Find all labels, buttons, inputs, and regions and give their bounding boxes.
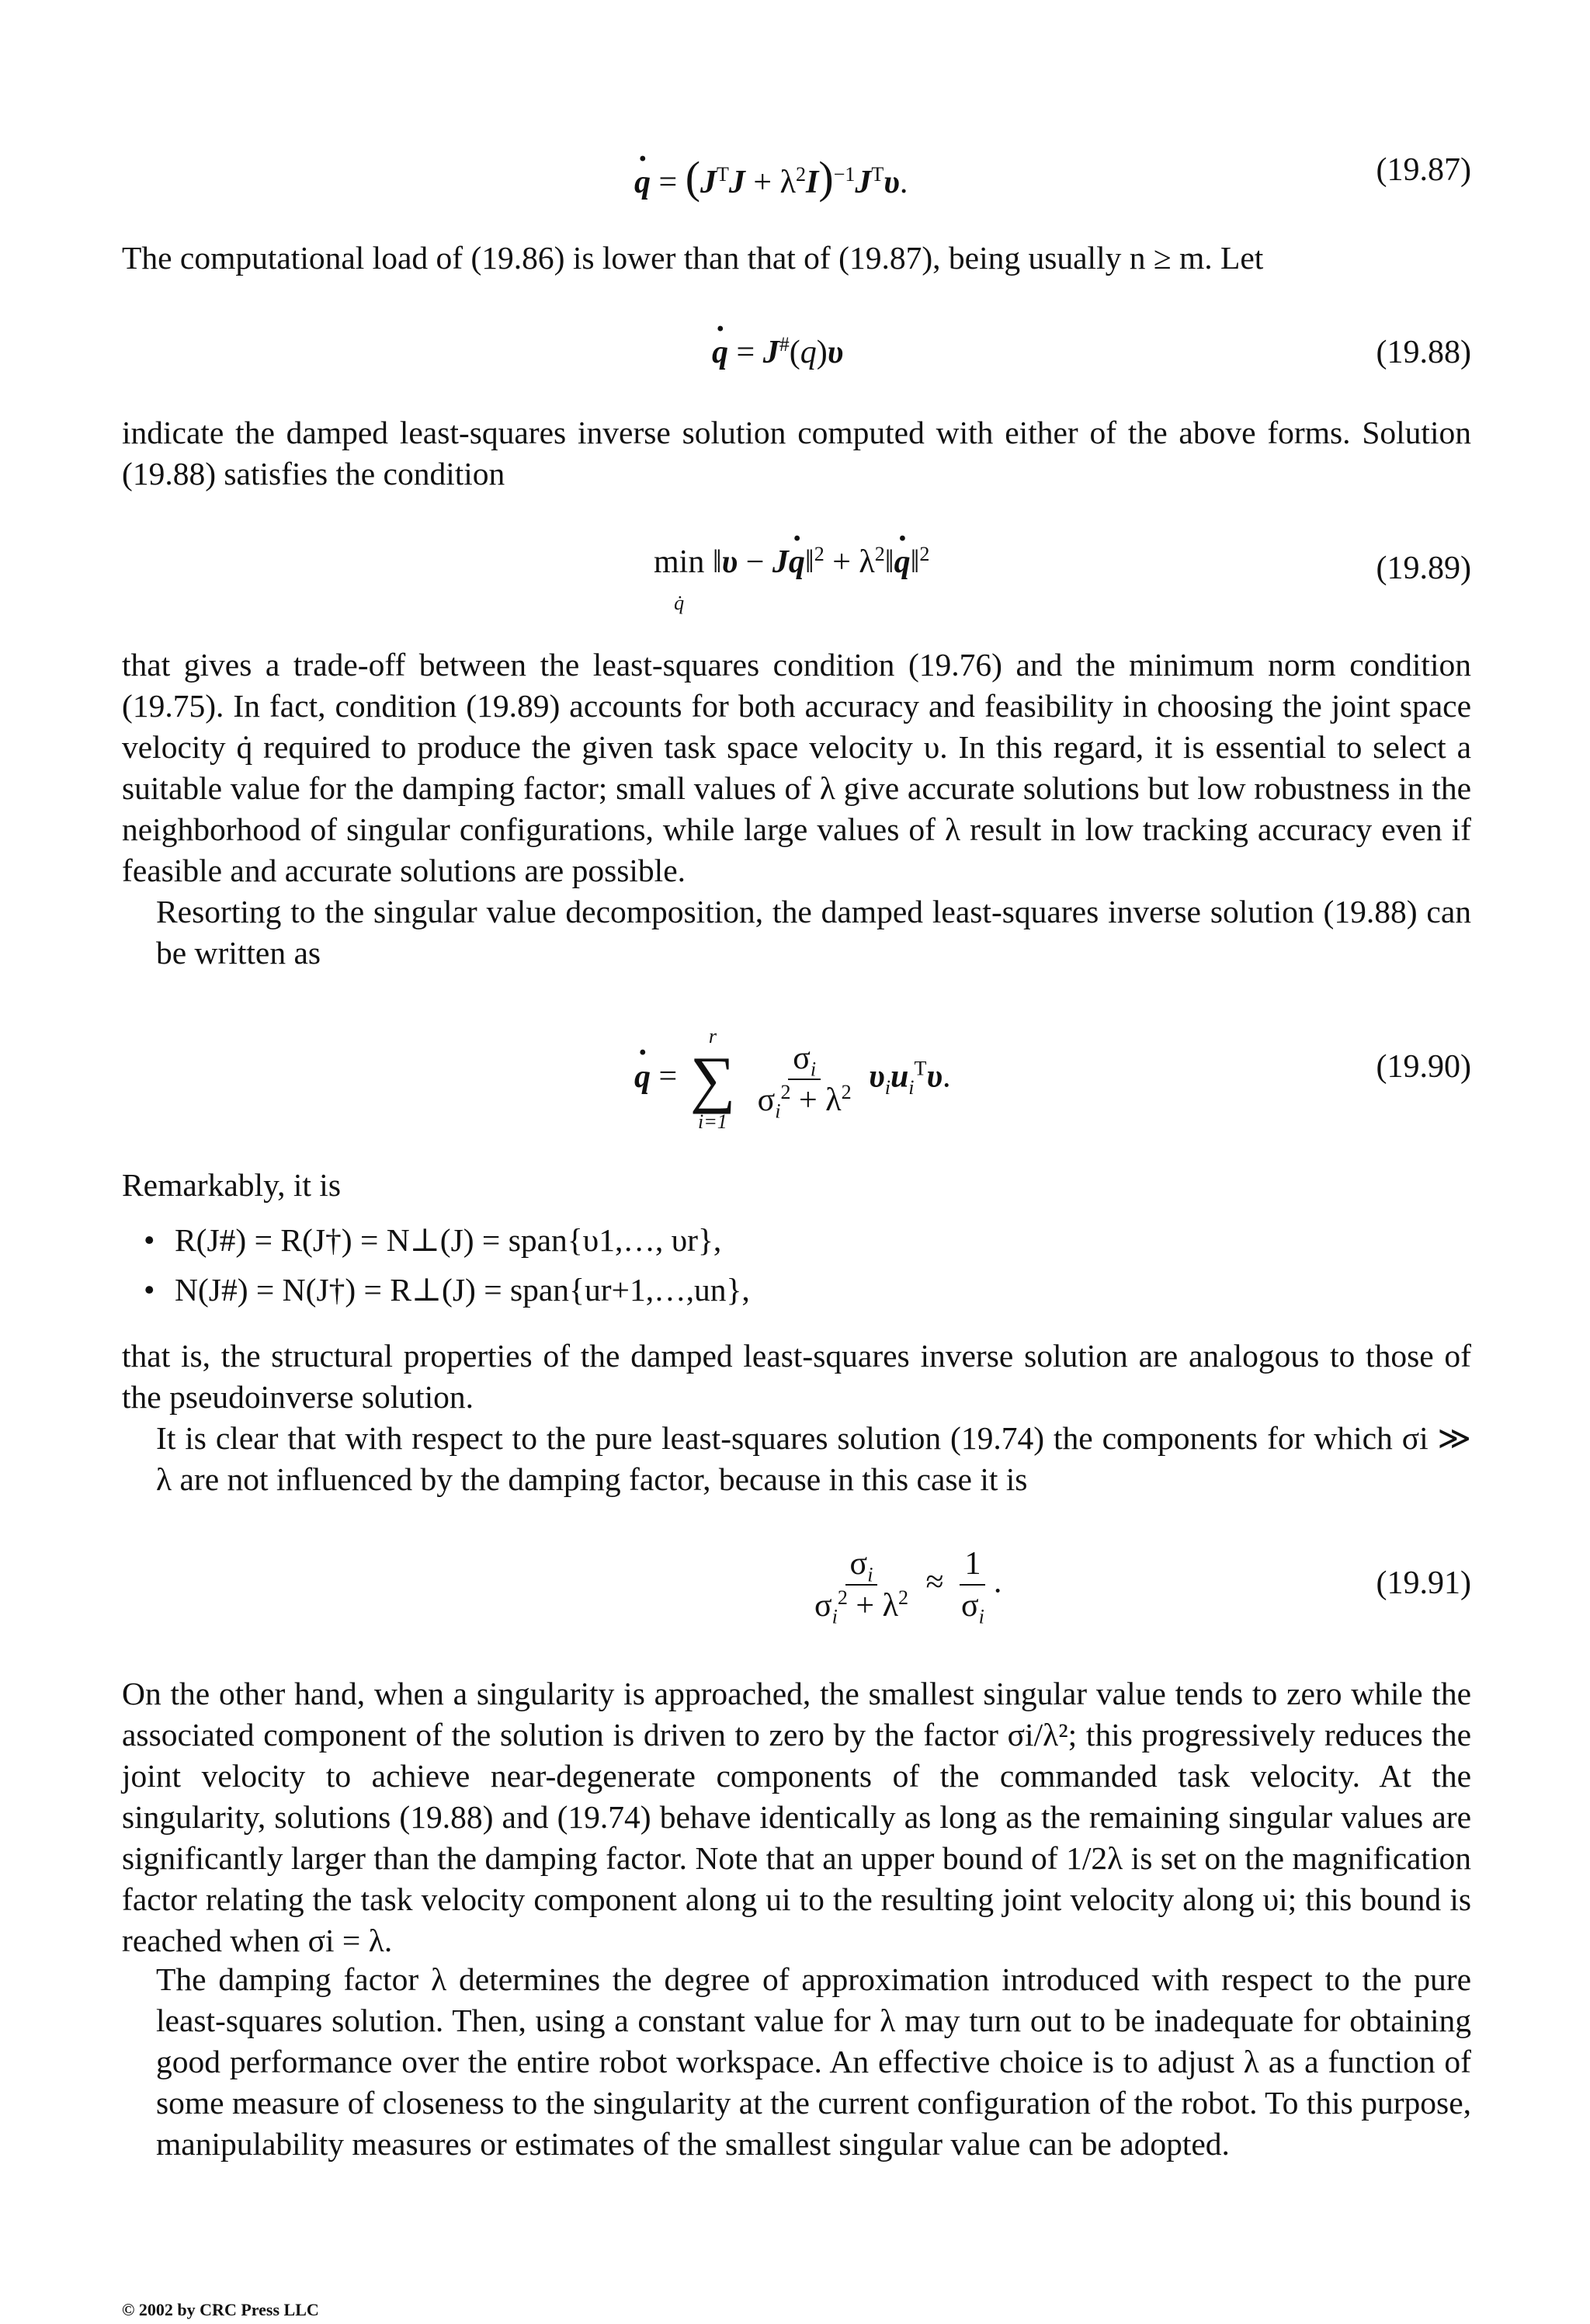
paragraph	[122, 1959, 1471, 2165]
bullet-icon: •	[144, 1222, 155, 1258]
paragraph-text: The damping factor λ determines the degree of approximation introduced with respect to the pure least-squares solution. Then, using a constant value for λ may turn out to be inadequate for obtaining good performance over the entire robot workspace. An effective choice is to adjust λ as a function of some measure of closeness to the singularity at the current configuration of the robot. To this purpose, manipulability measures or estimates of the smallest singular value can be adopted.	[156, 1961, 1471, 2162]
paragraph: that is, the structural properties of the damped least-squares inverse solution are analogous to those of the pseudoinverse solution.	[122, 1338, 1471, 1415]
paragraph	[122, 1418, 1471, 1500]
paragraph: On the other hand, when a singularity is approached, the smallest singular value tends to zero while the associated component of the solution is driven to zero by the factor σi/λ²; this progressively reduces the joint velocity to achieve near-degenerate components of the commanded task velocity. At the singularity, solutions (19.88) and (19.74) behave identically as long as the remaining singular values are significantly larger than the damping factor. Note that an upper bound of 1/2λ is set on the magnification factor relating the task velocity component along ui to the resulting joint velocity along υi; this bound is reached when σi = λ.	[122, 1676, 1471, 1958]
paragraph-text: It is clear that with respect to the pure least-squares solution (19.74) the components for which σi ≫ λ are not influenced by the damping factor, because in this case it is	[156, 1420, 1471, 1497]
equation-19-89: min q̇ ‖υ − J· q‖$^2$ + $\lambda^2‖\cdot$ q‖$^2$ (19.89)	[122, 544, 1471, 606]
equation-19-87: · $q = (J^TJ + \lambda^2I)^{-1}J^T\upsilon$. (19.87)	[122, 151, 1471, 198]
equation-number: (19.89)	[1376, 551, 1471, 586]
equation-19-88: · q = J#(q)υ (19.88)	[122, 334, 1471, 377]
paragraph-text: Resorting to the singular value decomposition, the damped least-squares inverse solution (19.88) can be written as	[156, 894, 1471, 971]
paragraph: The computational load of (19.86) is lower than that of (19.87), being usually n ≥ m. Let	[122, 240, 1264, 276]
equation-number: (19.91)	[1376, 1565, 1471, 1601]
bullet-item: • R(J#) = R(J†) = N⊥(J) = span{υ1,…, υr},	[175, 1215, 750, 1265]
bullet-icon: •	[144, 1272, 155, 1308]
copyright-footer: © 2002 by CRC Press LLC	[122, 2300, 319, 2319]
summation-symbol: r ∑ i=1	[689, 1025, 736, 1133]
paragraph	[122, 891, 1471, 974]
equation-number: (19.90)	[1376, 1049, 1471, 1085]
equation-number: (19.88)	[1376, 335, 1471, 370]
bullet-list	[144, 1215, 750, 1315]
bullet-item: • N(J#) = N(J†) = R⊥(J) = span{ur+1,…,un},	[175, 1265, 750, 1315]
paragraph: Remarkably, it is	[122, 1167, 341, 1203]
equation-number: (19.87)	[1376, 152, 1471, 188]
paragraph: that gives a trade-off between the least-squares condition (19.76) and the minimum norm condition (19.75). In fact, condition (19.89) accounts for both accuracy and feasibility in choosing the joint space velocity q̇ required to produce the given task space velocity υ. In this regard, it is essential to select a suitable value for the damping factor; small values of λ give accurate solutions but low robustness in the neighborhood of singular configurations, while large values of λ result in low tracking accuracy even if feasible and accurate solutions are possible.	[122, 647, 1471, 888]
equation-19-91: $\frac{\sigma_i}{\sigma_i^2 + \lambda^2}$ ≈ $\frac{1}{\sigma_i}$ . (19.91)	[814, 1546, 1471, 1628]
paragraph: indicate the damped least-squares inverse solution computed with either of the above forms. Solution (19.88) satisfies the condition	[122, 415, 1471, 492]
equation-19-90: · q = r ∑ i=1 $\frac{\sigma_i}{\sigma_i^2 + \lambda^2}$ $\upsilon_iu_i^T\upsilon$. (19.90)	[122, 1025, 1471, 1134]
